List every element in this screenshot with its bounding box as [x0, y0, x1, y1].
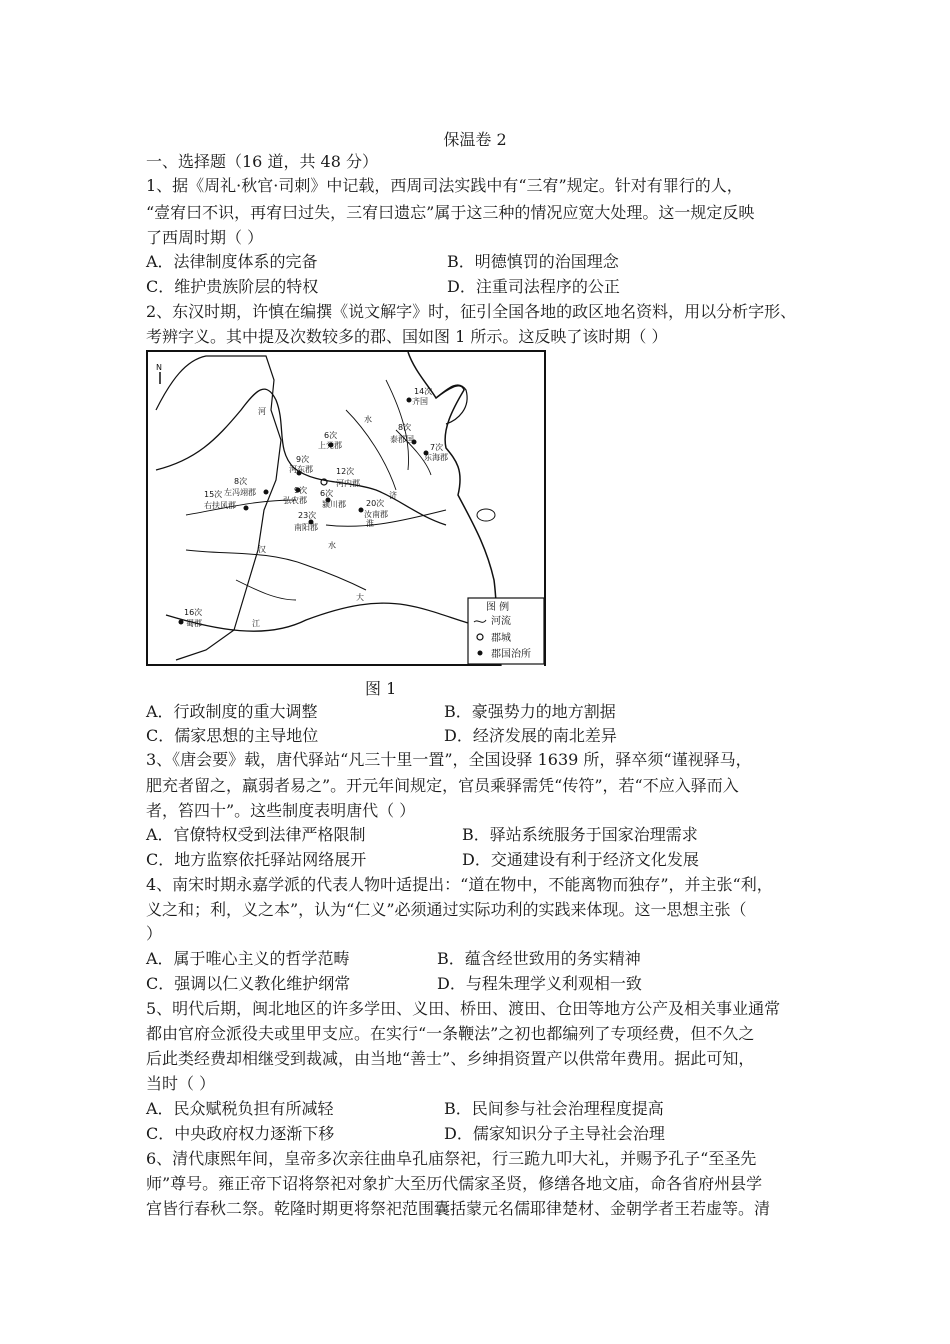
question-4-option-a[interactable]: A．属于唯心主义的哲学范畴 [146, 949, 350, 968]
question-5-option-c[interactable]: C．中央政府权力逐渐下移 [146, 1124, 335, 1143]
question-1-option-c[interactable]: C．维护贵族阶层的特权 [146, 277, 319, 296]
question-1-line-3: 了西周时期（ ） [146, 228, 264, 247]
legend-river: 河流 [491, 616, 511, 627]
map-name-qi: 齐国 [412, 397, 428, 406]
map-count-nanyang: 23次 [298, 511, 317, 520]
question-5-option-b[interactable]: B．民间参与社会治理程度提高 [444, 1099, 664, 1118]
question-1-line-1: 1、据《周礼·秋官·司刺》中记载，西周司法实践中有“三宥”规定。针对有罪行的人， [146, 176, 743, 195]
question-5-line-1: 5、明代后期，闽北地区的许多学田、义田、桥田、渡田、仓田等地方公产及相关事业通常 [146, 999, 781, 1018]
map-count-shu: 16次 [184, 608, 203, 617]
river-label-han: 汉 [258, 545, 266, 554]
map-marker-zuopingyi [264, 490, 269, 495]
question-5-option-a[interactable]: A．民众赋税负担有所减轻 [146, 1099, 334, 1118]
map-count-shangdang: 6次 [324, 431, 338, 440]
map-count-qi: 14次 [414, 387, 433, 396]
river-label-jiang: 江 [252, 619, 260, 628]
map-count-donghai: 7次 [430, 443, 444, 452]
question-5-line-2: 都由官府佥派役夫或里甲支应。在实行“一条鞭法”之初也都编列了专项经费，但不久之 [146, 1024, 755, 1043]
question-2-option-b[interactable]: B．豪强势力的地方割据 [444, 702, 616, 721]
question-4-line-1: 4、南宋时期永嘉学派的代表人物叶适提出：“道在物中，不能离物而独存”，并主张“利， [146, 875, 773, 894]
map-marker-youfufeng [244, 506, 249, 511]
map-count-youfufeng: 15次 [204, 490, 223, 499]
map-name-hongnong: 弘农郡 [283, 496, 307, 505]
river-label-huai: 淮 [366, 519, 374, 528]
question-3-option-d[interactable]: D．交通建设有利于经济文化发展 [462, 850, 699, 869]
han-commandery-map [146, 350, 546, 666]
north-arrow-label: N [156, 363, 162, 372]
question-4-line-2: 义之和；利，义之本”，认为“仁义”必须通过实际功利的实践来体现。这一思想主张（ [146, 900, 747, 919]
question-3-line-1: 3、《唐会要》载，唐代驿站“凡三十里一置”，全国设驿 1639 所，驿卒须“谨视驿马， [146, 750, 752, 769]
question-1-option-b[interactable]: B．明德慎罚的治国理念 [447, 252, 619, 271]
question-3-option-c[interactable]: C．地方监察依托驿站网络展开 [146, 850, 367, 869]
map-count-tai: 8次 [398, 423, 412, 432]
map-name-henei: 河内郡 [336, 479, 360, 488]
question-1-option-a[interactable]: A．法律制度体系的完备 [146, 252, 318, 271]
page-title: 保温卷 2 [443, 130, 507, 149]
map-name-runan: 汝南郡 [364, 510, 388, 519]
section-heading: 一、选择题（16 道，共 48 分） [146, 152, 378, 171]
question-4-line-3: ） [146, 924, 163, 943]
map-count-henei: 12次 [336, 467, 355, 476]
question-1-line-2: “壹宥曰不识，再宥曰过失，三宥曰遗忘”属于这三种的情况应宽大处理。这一规定反映 [146, 203, 755, 222]
question-5-option-d[interactable]: D．儒家知识分子主导社会治理 [444, 1124, 665, 1143]
legend-commandery: 郡城 [491, 633, 511, 644]
river-label-he: 河 [258, 407, 266, 416]
question-2-line-1: 2、东汉时期，许慎在编撰《说文解字》时，征引全国各地的政区地名资料，用以分析字形、 [146, 302, 797, 321]
map-count-hedong: 9次 [296, 455, 310, 464]
map-count-yingchuan: 6次 [320, 489, 334, 498]
map-name-yingchuan: 颍川郡 [322, 500, 346, 509]
map-name-tai: 泰郡国 [390, 435, 414, 444]
question-5-line-4: 当时（ ） [146, 1074, 216, 1093]
question-6-line-3: 宫皆行春秋二祭。乾隆时期更将祭祀范围囊括蒙元名儒耶律楚材、金朝学者王若虚等。清 [146, 1199, 771, 1218]
map-marker-shu [179, 620, 184, 625]
map-marker-runan [359, 508, 364, 513]
map-name-zuopingyi: 左冯翊郡 [224, 488, 256, 497]
question-4-option-b[interactable]: B．蕴含经世致用的务实精神 [437, 949, 641, 968]
question-3-option-b[interactable]: B．驿站系统服务于国家治理需求 [462, 825, 698, 844]
map-name-shu: 蜀郡 [186, 619, 202, 628]
question-6-line-1: 6、清代康熙年间，皇帝多次亲往曲阜孔庙祭祀，行三跪九叩大礼，并赐予孔子“至圣先 [146, 1149, 757, 1168]
question-2-option-a[interactable]: A．行政制度的重大调整 [146, 702, 318, 721]
river-label-ji: 济 [389, 491, 397, 500]
question-3-line-3: 者，笞四十”。这些制度表明唐代（ ） [146, 801, 416, 820]
map-count-hongnong: 9次 [294, 486, 308, 495]
question-5-line-3: 后此类经费却相继受到裁减，由当地“善士”、乡绅捐资置产以供常年费用。据此可知， [146, 1049, 755, 1068]
question-3-option-a[interactable]: A．官僚特权受到法律严格限制 [146, 825, 366, 844]
map-name-youfufeng: 右扶风郡 [204, 501, 236, 510]
question-3-line-2: 肥充者留之，羸弱者易之”。开元年间规定，官员乘驿需凭“传符”，若“不应入驿而入 [146, 776, 739, 795]
map-name-shangdang: 上党郡 [318, 441, 342, 450]
legend-title: 图 例 [486, 602, 510, 613]
legend-capital: 郡国治所 [491, 649, 531, 660]
map-marker-qi [407, 398, 412, 403]
map-name-nanyang: 南阳郡 [294, 523, 318, 532]
map-name-hedong: 河东郡 [289, 465, 313, 474]
river-label-shui-2: 水 [328, 541, 336, 550]
question-4-option-c[interactable]: C．强调以仁义教化维护纲常 [146, 974, 351, 993]
map-count-zuopingyi: 8次 [234, 477, 248, 486]
question-6-line-2: 师”尊号。雍正帝下诏将祭祀对象扩大至历代儒家圣贤，修缮各地文庙，命各省府州县学 [146, 1174, 763, 1193]
question-2-line-2: 考辨字义。其中提及次数较多的郡、国如图 1 所示。这反映了该时期（ ） [146, 327, 668, 346]
figure-caption: 图 1 [365, 679, 397, 698]
question-2-option-c[interactable]: C．儒家思想的主导地位 [146, 726, 319, 745]
river-label-da: 大 [356, 593, 364, 602]
river-label-shui-1: 水 [364, 415, 372, 424]
map-name-donghai: 东海郡 [424, 453, 448, 462]
question-4-option-d[interactable]: D．与程朱理学义利观相一致 [437, 974, 642, 993]
map-count-runan: 20次 [366, 499, 385, 508]
question-1-option-d[interactable]: D．注重司法程序的公正 [447, 277, 620, 296]
question-2-option-d[interactable]: D．经济发展的南北差异 [444, 726, 617, 745]
